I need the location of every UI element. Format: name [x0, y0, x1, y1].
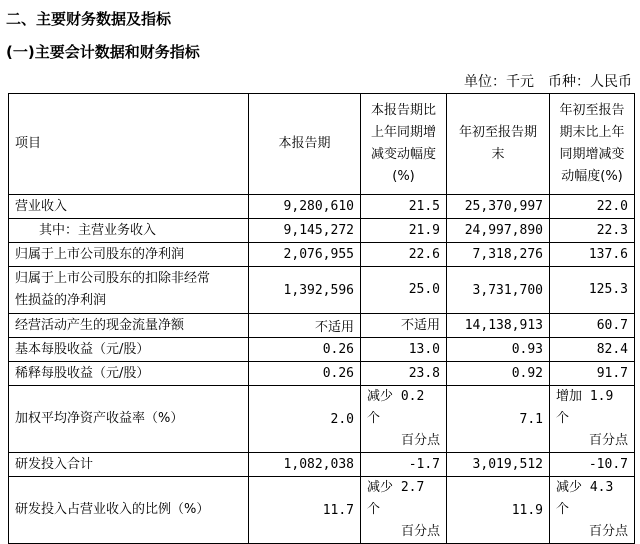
row-label: [9, 267, 249, 314]
cell-line: 23.8: [408, 365, 440, 381]
cell-ytd: 3,019,512: [447, 453, 550, 477]
cell-current: 1,392,596: [249, 267, 361, 314]
header-line: 期末: [491, 125, 538, 162]
table-row: [9, 386, 635, 453]
cell-line: 归属于上市公司股东的扣除非经常: [15, 271, 211, 286]
subsection-title: (一)主要会计数据和财务指标: [6, 43, 200, 61]
cell-line: 稀释每股收益（元/股）: [15, 365, 150, 381]
table-row: [9, 243, 635, 267]
header-line: 本报告期比: [370, 103, 436, 118]
cell-ytd: 0.93: [447, 338, 550, 362]
cell-line: 91.7: [596, 365, 628, 381]
cell-line: 21.9: [408, 222, 440, 238]
table-row: [9, 314, 635, 338]
cell-ytd-yoy: [550, 243, 635, 267]
cell-ytd-yoy: [550, 219, 635, 243]
table-row: [9, 338, 635, 362]
table-row: [9, 219, 635, 243]
cell-line: 60.7: [596, 317, 628, 333]
header-line: 动幅度(%): [561, 169, 623, 184]
cell-line: 百分点: [588, 433, 628, 448]
cell-ytd-yoy: [550, 195, 635, 219]
cell-line: 22.6: [408, 246, 440, 262]
header-ytd-yoy: [550, 94, 635, 195]
cell-line: 基本每股收益（元/股）: [15, 341, 150, 357]
header-line: (%): [392, 169, 415, 184]
cell-ytd-yoy: [550, 338, 635, 362]
cell-line: -10.7: [588, 456, 628, 472]
cell-ytd-yoy: [550, 267, 635, 314]
cell-line: 营业收入: [15, 198, 68, 214]
cell-ytd-yoy: [550, 477, 635, 544]
cell-line: 减少 2.7 个: [367, 480, 425, 517]
cell-ytd: 24,997,890: [447, 219, 550, 243]
header-yoy: [361, 94, 447, 195]
cell-current: 不适用: [249, 314, 361, 338]
cell-line: 22.3: [596, 222, 628, 238]
row-label: [9, 453, 249, 477]
table-row: [9, 362, 635, 386]
row-label: [9, 477, 249, 544]
unit-label: 单位：千元: [464, 74, 534, 90]
cell-ytd: 25,370,997: [447, 195, 550, 219]
cell-yoy: [361, 453, 447, 477]
section-title: 二、主要财务数据及指标: [6, 10, 172, 28]
header-line: 期末比上年: [559, 125, 625, 140]
cell-ytd: 3,731,700: [447, 267, 550, 314]
cell-yoy: [361, 267, 447, 314]
cell-ytd-yoy: [550, 314, 635, 338]
cell-line: 性损益的净利润: [15, 293, 107, 308]
cell-line: 25.0: [408, 282, 440, 297]
header-ytd: [447, 94, 550, 195]
cell-line: 研发投入占营业收入的比例（%）: [15, 502, 210, 517]
cell-line: 减少 4.3 个: [556, 480, 614, 517]
cell-ytd: 7,318,276: [447, 243, 550, 267]
cell-ytd: 7.1: [447, 386, 550, 453]
currency-label: 币种：人民币: [548, 74, 632, 90]
table-header-row: [9, 94, 635, 195]
row-label: [9, 362, 249, 386]
header-line: 年初至报告: [458, 125, 524, 140]
cell-current: 0.26: [249, 362, 361, 386]
cell-ytd: 11.9: [447, 477, 550, 544]
cell-current: 0.26: [249, 338, 361, 362]
cell-current: 2,076,955: [249, 243, 361, 267]
cell-line: 加权平均净资产收益率（%）: [15, 411, 184, 426]
cell-line: 82.4: [596, 341, 628, 357]
table-row: [9, 267, 635, 314]
table-row: [9, 453, 635, 477]
cell-ytd: 14,138,913: [447, 314, 550, 338]
cell-yoy: [361, 219, 447, 243]
cell-line: 13.0: [408, 341, 440, 357]
cell-current: 11.7: [249, 477, 361, 544]
cell-current: 9,280,610: [249, 195, 361, 219]
header-line: 年初至报告: [559, 103, 625, 118]
cell-current: 1,082,038: [249, 453, 361, 477]
header-line: 同期增减变: [559, 147, 625, 162]
header-item: 项目: [9, 94, 249, 195]
cell-yoy: [361, 243, 447, 267]
cell-line: 经营活动产生的现金流量净额: [15, 317, 185, 333]
financial-data-table: [8, 93, 635, 544]
cell-line: -1.7: [408, 456, 440, 472]
cell-line: 其中：主营业务收入: [39, 222, 157, 238]
cell-yoy: [361, 195, 447, 219]
cell-ytd-yoy: [550, 386, 635, 453]
row-label: [9, 338, 249, 362]
cell-line: 归属于上市公司股东的净利润: [15, 246, 185, 262]
cell-line: 增加 1.9 个: [556, 389, 614, 426]
cell-line: 减少 0.2 个: [367, 389, 425, 426]
unit-line: [450, 71, 632, 91]
table-body: [9, 195, 635, 544]
header-line: 上年同期增: [370, 125, 436, 140]
cell-yoy: [361, 386, 447, 453]
cell-line: 研发投入合计: [15, 456, 94, 472]
row-label: [9, 314, 249, 338]
cell-current: 2.0: [249, 386, 361, 453]
cell-line: 百分点: [588, 524, 628, 539]
cell-line: 137.6: [588, 246, 628, 262]
table-row: [9, 477, 635, 544]
cell-line: 21.5: [408, 198, 440, 214]
table-row: [9, 195, 635, 219]
row-label: [9, 243, 249, 267]
cell-yoy: [361, 338, 447, 362]
header-line: 减变动幅度: [370, 147, 436, 162]
cell-ytd-yoy: [550, 453, 635, 477]
cell-yoy: [361, 362, 447, 386]
cell-yoy: [361, 314, 447, 338]
cell-line: 百分点: [400, 524, 440, 539]
row-label: [9, 386, 249, 453]
cell-ytd: 0.92: [447, 362, 550, 386]
row-label: [9, 219, 249, 243]
header-current: 本报告期: [249, 94, 361, 195]
cell-ytd-yoy: [550, 362, 635, 386]
cell-current: 9,145,272: [249, 219, 361, 243]
cell-line: 不适用: [400, 317, 440, 333]
cell-line: 22.0: [596, 198, 628, 214]
cell-line: 百分点: [400, 433, 440, 448]
cell-yoy: [361, 477, 447, 544]
row-label: [9, 195, 249, 219]
cell-line: 125.3: [588, 282, 628, 297]
